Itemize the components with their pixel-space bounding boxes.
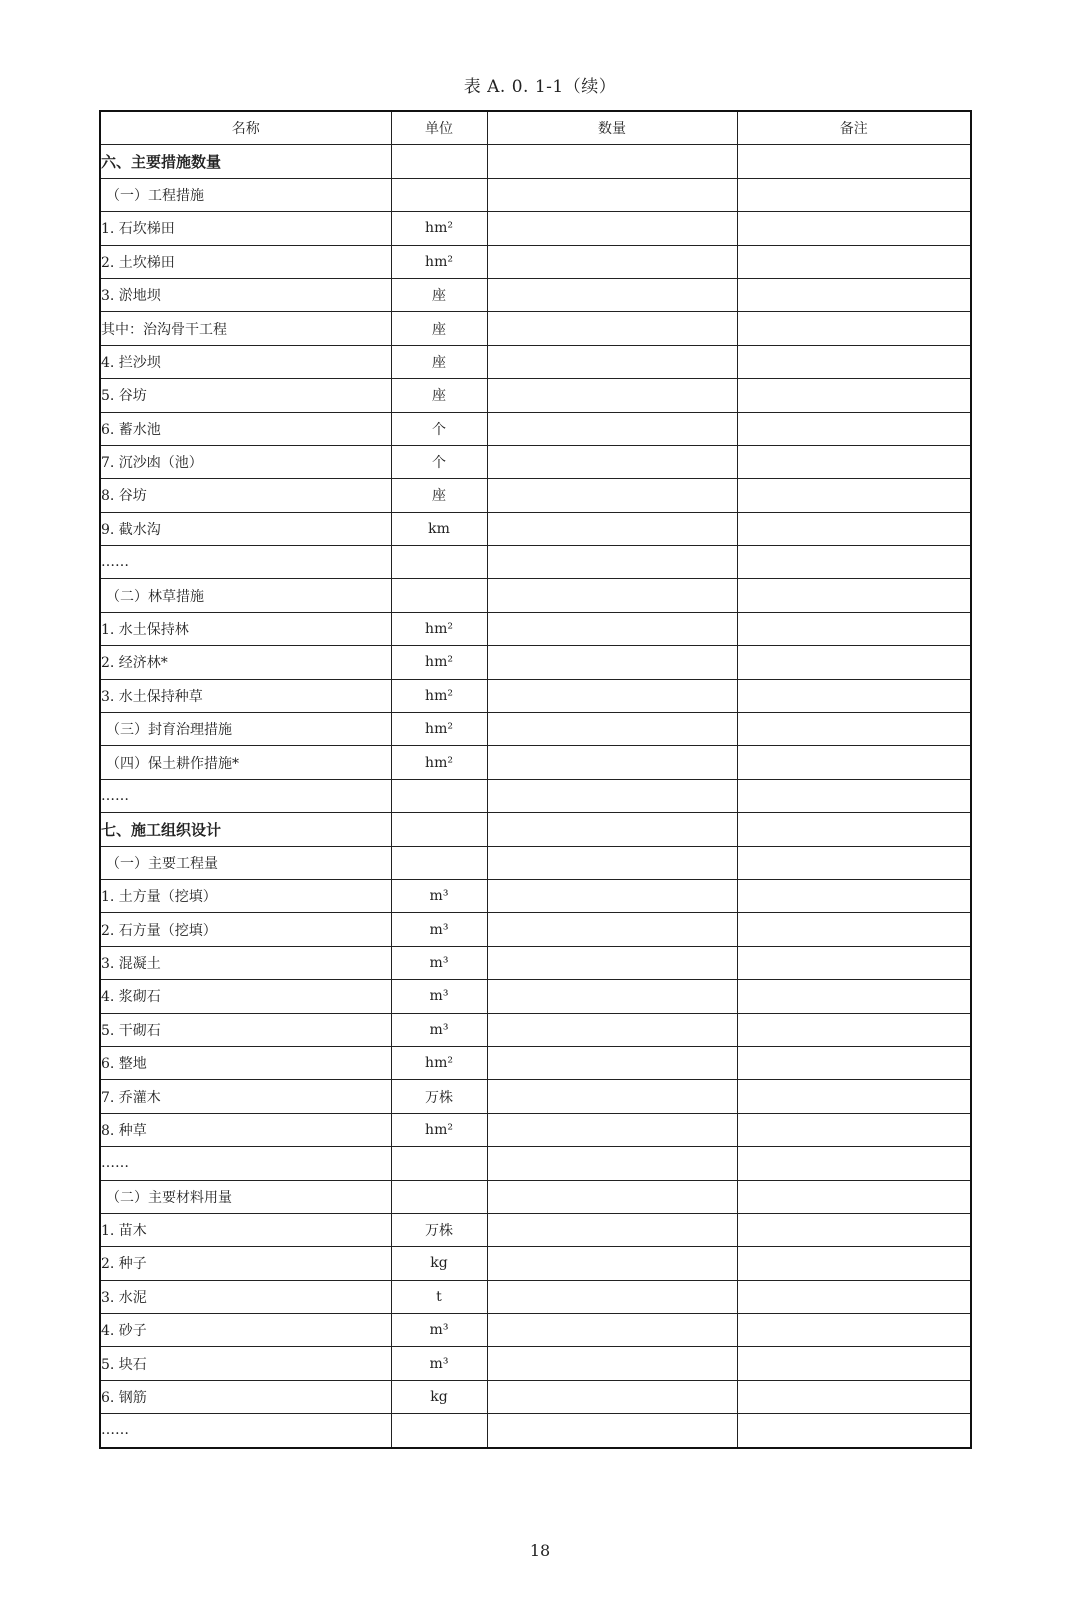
row-remarks-cell [737,1414,971,1448]
row-remarks-cell [737,1147,971,1180]
row-name-cell: 9. 截水沟 [100,512,391,545]
row-name-cell: 3. 水泥 [100,1280,391,1313]
row-name-cell: …… [100,546,391,579]
header-name: 名称 [100,111,391,145]
row-quantity-cell [487,1314,737,1347]
row-quantity-cell [487,379,737,412]
row-quantity-cell [487,1147,737,1180]
row-quantity-cell [487,1013,737,1046]
row-name-cell: 4. 浆砌石 [100,980,391,1013]
table-row [100,1080,971,1113]
row-name-cell: 1. 水土保持林 [100,612,391,645]
table-row [100,1046,971,1079]
row-remarks-cell [737,345,971,378]
row-name-cell: 4. 砂子 [100,1314,391,1347]
row-quantity-cell [487,1347,737,1380]
table-row [100,846,971,879]
table-row [100,779,971,812]
row-unit-cell: hm² [391,713,487,746]
row-unit-cell: hm² [391,1113,487,1146]
table-row [100,579,971,612]
row-unit-cell: hm² [391,746,487,779]
row-unit-cell: hm² [391,212,487,245]
row-remarks-cell [737,679,971,712]
row-quantity-cell [487,345,737,378]
table-row [100,879,971,912]
row-unit-cell [391,546,487,579]
row-quantity-cell [487,913,737,946]
row-remarks-cell [737,412,971,445]
row-quantity-cell [487,1213,737,1246]
row-unit-cell [391,178,487,211]
row-unit-cell [391,813,487,846]
row-quantity-cell [487,1280,737,1313]
table-caption: 表 A. 0. 1-1（续） [463,77,617,97]
row-name-cell: 3. 淤地坝 [100,278,391,311]
row-name-cell: 1. 土方量（挖填） [100,879,391,912]
row-unit-cell: t [391,1280,487,1313]
row-name-cell: 2. 经济林* [100,646,391,679]
row-quantity-cell [487,980,737,1013]
row-unit-cell: m³ [391,980,487,1013]
row-unit-cell: m³ [391,1347,487,1380]
row-name-cell: …… [100,1147,391,1180]
row-unit-cell: 个 [391,412,487,445]
header-unit: 单位 [391,111,487,145]
row-unit-cell: m³ [391,946,487,979]
row-unit-cell: hm² [391,1046,487,1079]
row-quantity-cell [487,312,737,345]
table-row [100,1280,971,1313]
row-remarks-cell [737,546,971,579]
table-row [100,479,971,512]
row-remarks-cell [737,445,971,478]
table-row [100,646,971,679]
row-remarks-cell [737,713,971,746]
row-remarks-cell [737,1080,971,1113]
row-quantity-cell [487,846,737,879]
row-name-cell: 6. 整地 [100,1046,391,1079]
row-name-cell: 2. 种子 [100,1247,391,1280]
row-name-cell: 1. 石坎梯田 [100,212,391,245]
row-name-cell: 1. 苗木 [100,1213,391,1246]
row-quantity-cell [487,546,737,579]
row-name-cell: …… [100,779,391,812]
row-remarks-cell [737,1213,971,1246]
row-unit-cell: kg [391,1380,487,1413]
row-unit-cell [391,145,487,178]
row-quantity-cell [487,445,737,478]
row-remarks-cell [737,846,971,879]
row-quantity-cell [487,746,737,779]
row-unit-cell: m³ [391,1314,487,1347]
row-unit-cell: m³ [391,879,487,912]
row-unit-cell: kg [391,1247,487,1280]
table-row [100,746,971,779]
row-name-cell: 5. 谷坊 [100,379,391,412]
row-remarks-cell [737,946,971,979]
row-unit-cell: 万株 [391,1080,487,1113]
row-name-cell: 6. 蓄水池 [100,412,391,445]
row-quantity-cell [487,1180,737,1213]
row-remarks-cell [737,145,971,178]
row-remarks-cell [737,479,971,512]
table-row [100,1380,971,1413]
row-remarks-cell [737,646,971,679]
table-row [100,445,971,478]
row-quantity-cell [487,879,737,912]
row-unit-cell: hm² [391,612,487,645]
table-row [100,178,971,211]
table-row [100,612,971,645]
table-row [100,1247,971,1280]
row-quantity-cell [487,713,737,746]
header-quantity: 数量 [487,111,737,145]
row-remarks-cell [737,1013,971,1046]
row-unit-cell [391,1180,487,1213]
row-unit-cell: 万株 [391,1213,487,1246]
table-row [100,1147,971,1180]
row-name-cell: 5. 干砌石 [100,1013,391,1046]
row-quantity-cell [487,1380,737,1413]
table-row [100,512,971,545]
row-quantity-cell [487,178,737,211]
row-quantity-cell [487,1113,737,1146]
header-remarks: 备注 [737,111,971,145]
row-name-cell: 4. 拦沙坝 [100,345,391,378]
table-row [100,679,971,712]
row-remarks-cell [737,178,971,211]
row-remarks-cell [737,379,971,412]
row-remarks-cell [737,1314,971,1347]
row-name-cell: 7. 沉沙凼（池） [100,445,391,478]
row-unit-cell [391,779,487,812]
table-row [100,546,971,579]
row-quantity-cell [487,813,737,846]
row-name-cell: （一）工程措施 [100,178,391,211]
table-row [100,1347,971,1380]
row-remarks-cell [737,1380,971,1413]
row-unit-cell: hm² [391,245,487,278]
row-name-cell: 8. 种草 [100,1113,391,1146]
table-header-row [100,111,971,145]
row-remarks-cell [737,1280,971,1313]
row-name-cell: 7. 乔灌木 [100,1080,391,1113]
row-quantity-cell [487,779,737,812]
table-body [100,145,971,1448]
row-quantity-cell [487,946,737,979]
table-row [100,1113,971,1146]
row-name-cell: 5. 块石 [100,1347,391,1380]
row-unit-cell: m³ [391,1013,487,1046]
row-unit-cell [391,1414,487,1448]
row-remarks-cell [737,1046,971,1079]
row-name-cell: （二）林草措施 [100,579,391,612]
row-unit-cell: m³ [391,913,487,946]
row-unit-cell [391,1147,487,1180]
row-name-cell: 其中：治沟骨干工程 [100,312,391,345]
row-quantity-cell [487,512,737,545]
row-quantity-cell [487,646,737,679]
row-name-cell: （二）主要材料用量 [100,1180,391,1213]
row-remarks-cell [737,612,971,645]
row-unit-cell: 座 [391,379,487,412]
row-quantity-cell [487,612,737,645]
row-remarks-cell [737,245,971,278]
row-unit-cell: 座 [391,479,487,512]
row-quantity-cell [487,679,737,712]
table-row [100,813,971,846]
row-quantity-cell [487,245,737,278]
row-quantity-cell [487,1046,737,1079]
row-unit-cell [391,579,487,612]
row-unit-cell: 座 [391,312,487,345]
row-name-cell: （一）主要工程量 [100,846,391,879]
table-row [100,1414,971,1448]
row-quantity-cell [487,278,737,311]
table-row [100,980,971,1013]
row-name-cell: 8. 谷坊 [100,479,391,512]
row-unit-cell: 座 [391,345,487,378]
row-name-cell: （四）保土耕作措施* [100,746,391,779]
table-row [100,278,971,311]
table-row [100,713,971,746]
table-row [100,245,971,278]
table-row [100,212,971,245]
row-remarks-cell [737,746,971,779]
row-remarks-cell [737,913,971,946]
table-row [100,1213,971,1246]
row-quantity-cell [487,145,737,178]
row-remarks-cell [737,1247,971,1280]
row-name-cell: （三）封育治理措施 [100,713,391,746]
row-name-cell: 七、施工组织设计 [100,813,391,846]
row-quantity-cell [487,579,737,612]
row-remarks-cell [737,813,971,846]
row-unit-cell: hm² [391,679,487,712]
row-unit-cell: hm² [391,646,487,679]
row-name-cell: 2. 石方量（挖填） [100,913,391,946]
row-unit-cell: 座 [391,278,487,311]
row-quantity-cell [487,412,737,445]
row-quantity-cell [487,1247,737,1280]
row-remarks-cell [737,879,971,912]
row-remarks-cell [737,980,971,1013]
row-name-cell: 2. 土坎梯田 [100,245,391,278]
row-remarks-cell [737,1113,971,1146]
row-remarks-cell [737,512,971,545]
row-name-cell: 六、主要措施数量 [100,145,391,178]
row-unit-cell: 个 [391,445,487,478]
row-remarks-cell [737,779,971,812]
table-row [100,345,971,378]
table-row [100,312,971,345]
row-remarks-cell [737,1180,971,1213]
row-name-cell: 3. 混凝土 [100,946,391,979]
table-row [100,379,971,412]
table-row [100,946,971,979]
table-row [100,1013,971,1046]
row-quantity-cell [487,212,737,245]
table-row [100,1180,971,1213]
row-name-cell: …… [100,1414,391,1448]
table-row [100,1314,971,1347]
table-row [100,145,971,178]
row-quantity-cell [487,479,737,512]
row-quantity-cell [487,1080,737,1113]
row-quantity-cell [487,1414,737,1448]
row-remarks-cell [737,278,971,311]
page-number: 18 [529,1541,551,1560]
row-remarks-cell [737,579,971,612]
row-unit-cell: km [391,512,487,545]
row-name-cell: 3. 水土保持种草 [100,679,391,712]
table-row [100,913,971,946]
row-unit-cell [391,846,487,879]
table-row [100,412,971,445]
row-remarks-cell [737,1347,971,1380]
row-remarks-cell [737,212,971,245]
data-table [99,110,972,1449]
row-remarks-cell [737,312,971,345]
row-name-cell: 6. 钢筋 [100,1380,391,1413]
